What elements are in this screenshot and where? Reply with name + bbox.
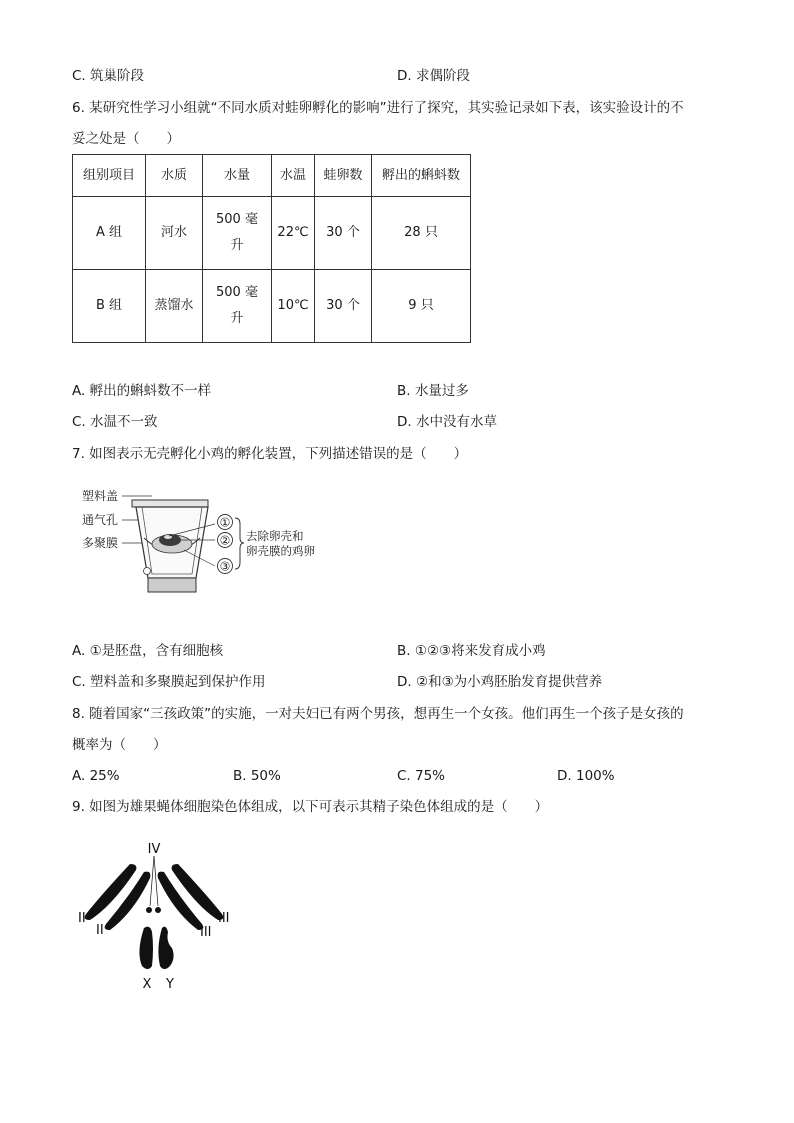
table-cell — [203, 270, 272, 343]
table-cell: 10℃ — [272, 270, 315, 343]
q8-option-d: D. 100% — [557, 768, 615, 784]
label-IV: IV — [147, 842, 161, 857]
q7-option-d: D. ②和③为小鸡胚胎发育提供营养 — [397, 674, 603, 690]
table-cell: 9 只 — [372, 270, 471, 343]
q6-option-b: B. 水量过多 — [397, 383, 469, 399]
volume-line1: 500 毫 — [216, 285, 258, 300]
q8-stem-line1: 8. 随着国家“三孩政策”的实施，一对夫妇已有两个男孩，想再生一个女孩。他们再生一个孩子是女孩的 — [72, 706, 684, 722]
label-Y: Y — [166, 977, 174, 992]
label-II-inner: II — [96, 923, 104, 938]
table-cell: 30 个 — [315, 197, 372, 270]
label-vent: 通气孔 — [82, 513, 119, 527]
table-row — [73, 197, 471, 270]
vent-hole — [144, 568, 151, 575]
q8-option-c: C. 75% — [397, 768, 446, 784]
table-cell: A 组 — [73, 197, 146, 270]
q9-chromosome-diagram — [72, 836, 252, 996]
table-cell: 蒸馏水 — [146, 270, 203, 343]
chromosome-IV-a — [146, 907, 152, 913]
q6-option-d: D. 水中没有水草 — [397, 414, 497, 430]
q6-stem-line1: 6. 某研究性学习小组就“不同水质对蛙卵孵化的影响”进行了探究，其实验记录如下表，该实验设计的不 — [72, 100, 684, 116]
label-III-inner: III — [200, 925, 212, 940]
label-III-right: III — [218, 911, 230, 926]
volume-line1: 500 毫 — [216, 212, 258, 227]
q5-option-c: C. 筑巢阶段 — [72, 68, 145, 84]
q6-option-a: A. 孵出的蝌蚪数不一样 — [72, 383, 212, 399]
table-header: 组别项目 — [73, 155, 146, 197]
label-X: X — [142, 977, 152, 992]
marker-2: ② — [219, 533, 231, 548]
chromosome-IV-b — [155, 907, 161, 913]
q8-option-a: A. 25% — [72, 768, 120, 784]
marker-3: ③ — [219, 559, 231, 574]
table-header: 水温 — [272, 155, 315, 197]
cup-base — [148, 578, 196, 592]
q8-stem-line2: 概率为（ ） — [72, 737, 167, 753]
q7-option-b: B. ①②③将来发育成小鸡 — [397, 643, 546, 659]
table-cell: 河水 — [146, 197, 203, 270]
q8-option-b: B. 50% — [233, 768, 281, 784]
q6-stem-line2: 妥之处是（ ） — [72, 131, 180, 147]
q9-stem: 9. 如图为雄果蝇体细胞染色体组成，以下可表示其精子染色体组成的是（ ） — [72, 799, 549, 815]
chromosome-X — [139, 927, 153, 969]
table-header: 孵出的蝌蚪数 — [372, 155, 471, 197]
table-header: 水量 — [203, 155, 272, 197]
table-cell: 22℃ — [272, 197, 315, 270]
table-header: 水质 — [146, 155, 203, 197]
label-II-left: II — [78, 911, 86, 926]
plastic-lid — [132, 500, 208, 507]
brace-label-1: 去除卵壳和 — [246, 529, 304, 543]
volume-line2: 升 — [230, 238, 244, 253]
q7-option-c: C. 塑料盖和多聚膜起到保护作用 — [72, 674, 266, 690]
table-cell — [203, 197, 272, 270]
marker-1: ① — [219, 515, 231, 530]
q7-option-a: A. ①是胚盘，含有细胞核 — [72, 643, 224, 659]
q6-experiment-table — [72, 154, 471, 343]
table-header: 蛙卵数 — [315, 155, 372, 197]
q7-stem: 7. 如图表示无壳孵化小鸡的孵化装置，下列描述错误的是（ ） — [72, 446, 468, 462]
q6-option-c: C. 水温不一致 — [72, 414, 158, 430]
table-row — [73, 270, 471, 343]
label-lid: 塑料盖 — [82, 489, 119, 503]
table-cell: 28 只 — [372, 197, 471, 270]
label-film: 多聚膜 — [82, 536, 119, 550]
q7-incubator-diagram — [72, 480, 332, 600]
table-cell: 30 个 — [315, 270, 372, 343]
volume-line2: 升 — [230, 311, 244, 326]
chromosome-Y — [158, 927, 173, 969]
q5-option-d: D. 求偶阶段 — [397, 68, 470, 84]
brace — [235, 518, 244, 569]
table-cell: B 组 — [73, 270, 146, 343]
brace-label-2: 卵壳膜的鸡卵 — [246, 544, 315, 558]
